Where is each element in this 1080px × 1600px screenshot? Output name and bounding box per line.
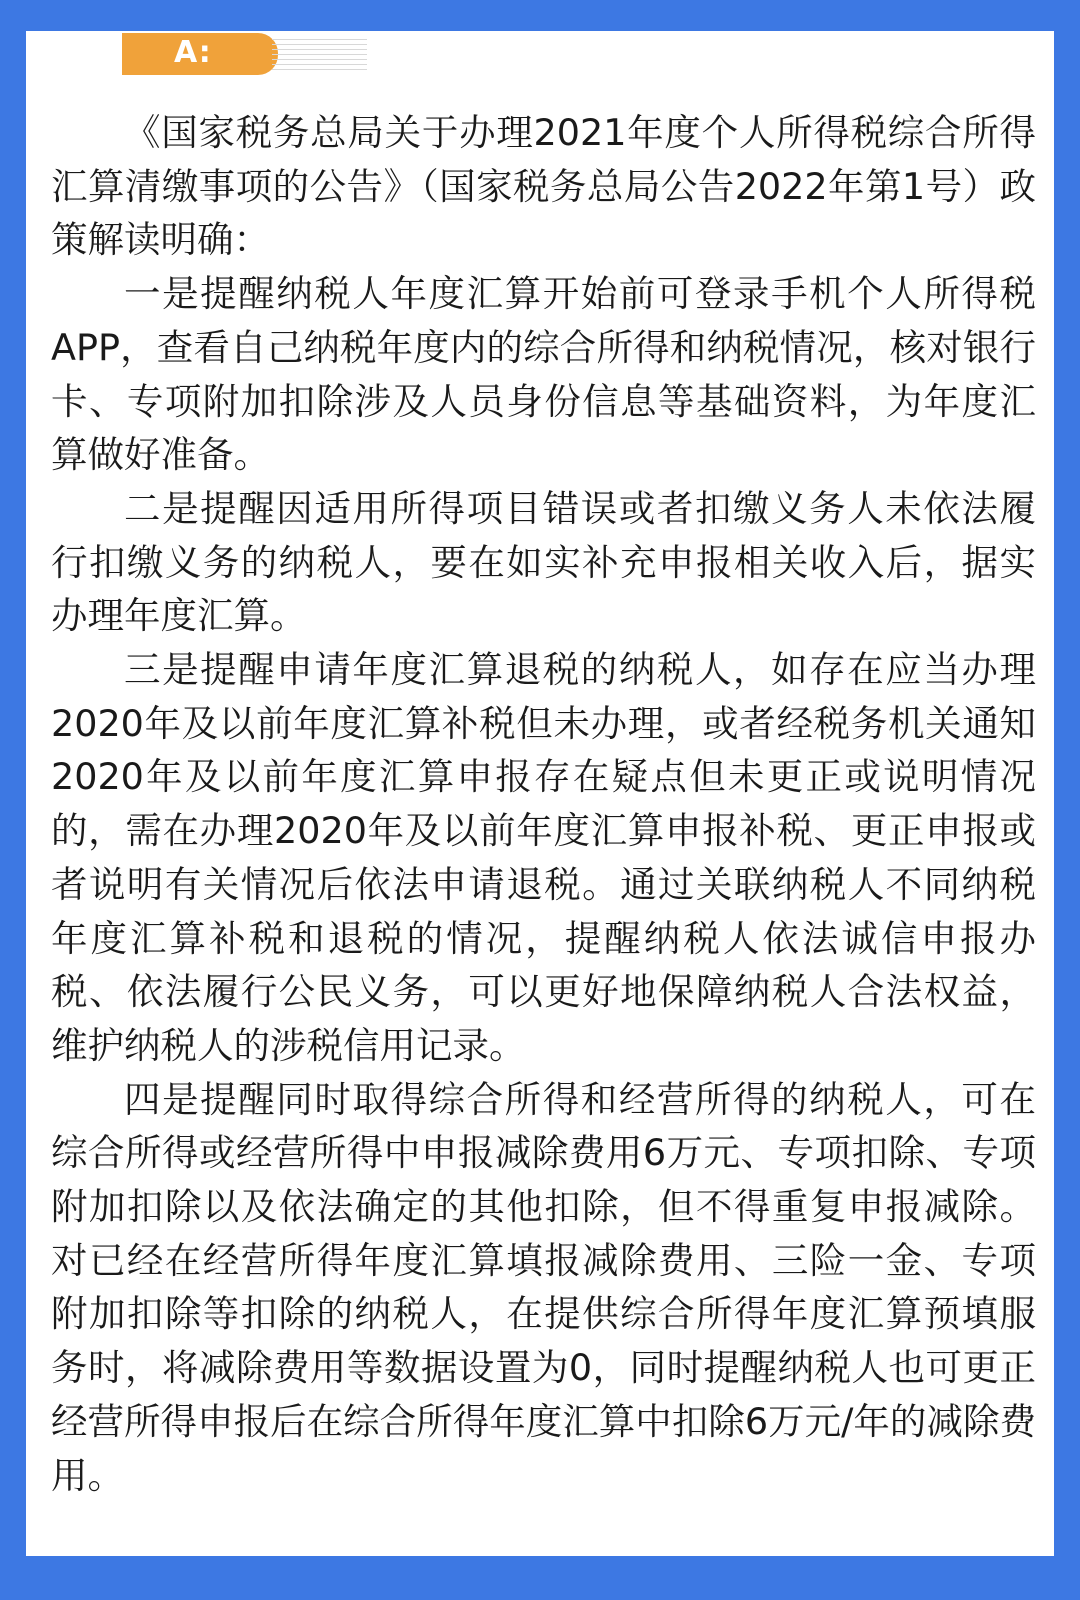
paragraph-point-2: 二是提醒因适用所得项目错误或者扣缴义务人未依法履行扣缴义务的纳税人，要在如实补充申报相关收入后，据实办理年度汇算。 — [51, 486, 1036, 638]
paragraph-intro: 《国家税务总局关于办理2021年度个人所得税综合所得汇算清缴事项的公告》（国家税务总局公告2022年第1号）政策解读明确： — [51, 111, 1036, 262]
answer-tag — [122, 33, 367, 75]
paragraph-point-3: 三是提醒申请年度汇算退税的纳税人，如存在应当办理2020年及以前年度汇算补税但未办理，或者经税务机关通知2020年及以前年度汇算申报存在疑点但未更正或说明情况的，需在办理2020年及以前年度汇算申报补税、更正申报或者说明有关情况后依法申请退税。通过关联纳税人不同纳税年度汇算补税和退税的情况，提醒纳税人依法诚信申报办税、依法履行公民义务，可以更好地保障纳税人合法权益，维护纳税人的涉税信用记录。 — [51, 648, 1036, 1067]
answer-card — [26, 31, 1054, 1556]
decorative-lines — [272, 39, 367, 73]
paragraph-point-4: 四是提醒同时取得综合所得和经营所得的纳税人，可在综合所得或经营所得中申报减除费用6万元、专项扣除、专项附加扣除以及依法确定的其他扣除，但不得重复申报减除。对已经在经营所得年度汇算填报减除费用、三险一金、专项附加扣除等扣除的纳税人，在提供综合所得年度汇算预填服务时，将减除费用等数据设置为0，同时提醒纳税人也可更正经营所得申报后在综合所得年度汇算中扣除6万元/年的减除费用。 — [51, 1077, 1036, 1497]
answer-content — [51, 106, 1036, 1502]
answer-tag-badge — [122, 33, 278, 75]
paragraph-point-1: 一是提醒纳税人年度汇算开始前可登录手机个人所得税APP，查看自己纳税年度内的综合所得和纳税情况，核对银行卡、专项附加扣除涉及人员身份信息等基础资料，为年度汇算做好准备。 — [51, 272, 1036, 477]
answer-tag-label: A: — [174, 35, 212, 70]
